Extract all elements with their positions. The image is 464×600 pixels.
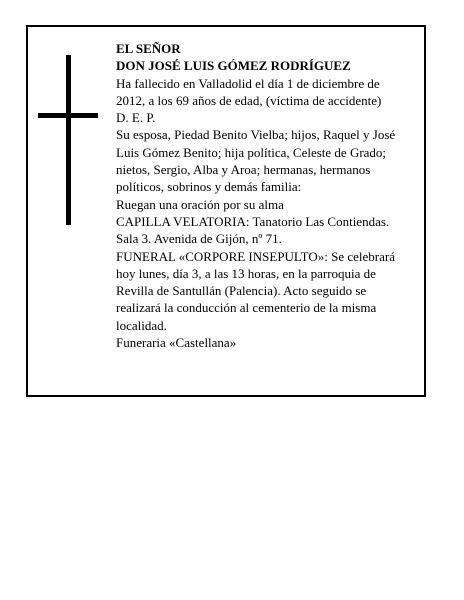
family-list: Su esposa, Piedad Benito Vielba; hijos, Raquel y José Luis Gómez Benito; hija política, Celeste de Grado; nietos, Sergio, Alba y Aroa; hermanas, hermanos políticos, sobrinos y demás familia: <box>116 127 396 195</box>
cross-vertical-bar <box>66 55 71 225</box>
notice-title: EL SEÑOR <box>116 41 181 56</box>
death-announcement: Ha fallecido en Valladolid el día 1 de diciembre de 2012, a los 69 años de edad, (víctima de accidente) <box>116 75 382 108</box>
prayer-request: Ruegan una oración por su alma <box>116 196 284 212</box>
deceased-name: DON JOSÉ LUIS GÓMEZ RODRÍGUEZ <box>116 58 351 74</box>
notice-text <box>116 40 412 351</box>
obituary-notice <box>26 25 426 397</box>
funeral-home: Funeraria «Castellana» <box>116 335 237 351</box>
funeral-info: FUNERAL «CORPORE INSEPULTO»: Se celebrará hoy lunes, día 3, a las 13 horas, en la parroquia de Revilla de Santullán (Palencia). Acto seguido se realizará la conducción al cementerio de la misma localidad. <box>116 248 396 333</box>
cross-horizontal-bar <box>38 113 98 118</box>
cross-icon <box>38 55 98 225</box>
chapel-info: CAPILLA VELATORIA: Tanatorio Las Contiendas. Sala 3. Avenida de Gijón, nº 71. <box>116 213 390 247</box>
rip-line: D. E. P. <box>116 110 156 126</box>
